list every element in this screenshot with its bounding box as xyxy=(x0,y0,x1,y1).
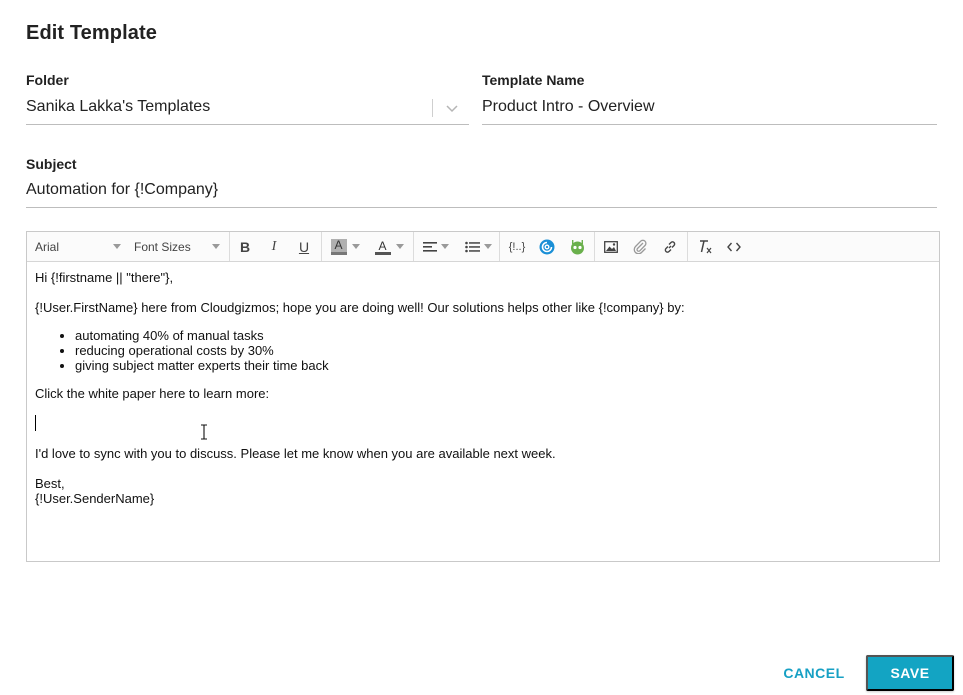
toolbar-divider xyxy=(321,232,322,261)
insert-image-button[interactable] xyxy=(600,232,622,261)
font-size-value: Font Sizes xyxy=(134,239,191,254)
font-family-select[interactable] xyxy=(27,232,127,261)
swirl-logo-icon xyxy=(539,239,555,255)
clear-format-button[interactable] xyxy=(693,232,717,261)
body-greeting: Hi {!firstname || "there"}, xyxy=(35,270,174,285)
rich-text-editor[interactable] xyxy=(26,231,940,562)
integration-button[interactable] xyxy=(536,232,558,261)
list-button[interactable] xyxy=(461,232,495,261)
toolbar-divider xyxy=(229,232,230,261)
chevron-down-icon xyxy=(396,244,404,249)
cancel-button[interactable]: CANCEL xyxy=(776,655,852,691)
empty-line[interactable] xyxy=(35,401,931,446)
source-code-button[interactable] xyxy=(723,232,745,261)
folder-label: Folder xyxy=(26,72,69,88)
body-cta: Click the white paper here to learn more: xyxy=(35,386,270,401)
editor-toolbar xyxy=(27,232,939,262)
bold-button[interactable]: B xyxy=(239,238,251,255)
save-button[interactable]: SAVE xyxy=(866,655,954,691)
font-size-select[interactable] xyxy=(126,232,226,261)
ibeam-cursor-icon xyxy=(200,424,208,440)
template-name-value: Product Intro - Overview xyxy=(482,98,655,115)
page-title: Edit Template xyxy=(26,22,157,44)
list-item: • giving subject matter experts their time back xyxy=(75,358,931,373)
toolbar-divider xyxy=(687,232,688,261)
folder-value: Sanika Lakka's Templates xyxy=(26,98,211,115)
attach-file-button[interactable] xyxy=(629,232,651,261)
folder-separator xyxy=(432,99,433,117)
folder-select[interactable] xyxy=(26,93,469,125)
subject-label: Subject xyxy=(26,156,77,172)
template-name-input[interactable] xyxy=(482,93,937,125)
editor-content[interactable] xyxy=(27,262,939,514)
list-item: • reducing operational costs by 30% xyxy=(75,343,931,358)
body-intro: {!User.FirstName} here from Cloudgizmos; hope you are doing well! Our solutions helps other like {!company} by: xyxy=(35,300,685,315)
highlight-color-button[interactable] xyxy=(327,232,363,261)
chevron-down-icon xyxy=(484,244,492,249)
bulleted-list-icon xyxy=(465,241,480,253)
toolbar-divider xyxy=(413,232,414,261)
align-left-icon xyxy=(423,241,437,253)
text-cursor xyxy=(35,415,36,431)
paperclip-icon xyxy=(633,239,647,254)
highlight-icon: A xyxy=(331,239,347,255)
chevron-down-icon xyxy=(352,244,360,249)
toolbar-divider xyxy=(499,232,500,261)
align-button[interactable] xyxy=(419,232,453,261)
image-icon xyxy=(604,241,618,253)
insert-link-button[interactable] xyxy=(659,232,681,261)
subject-input[interactable] xyxy=(26,176,937,208)
template-name-label: Template Name xyxy=(482,72,585,88)
font-color-icon: A xyxy=(375,239,391,255)
chevron-down-icon xyxy=(212,244,220,249)
body-bullet-list xyxy=(75,328,931,373)
bot-button[interactable] xyxy=(566,232,588,261)
font-family-value: Arial xyxy=(35,239,60,254)
body-closing-line: I'd love to sync with you to discuss. Please let me know when you are available next week. xyxy=(35,446,556,461)
body-sign-off: Best, xyxy=(35,476,65,491)
body-sender: {!User.SenderName} xyxy=(35,491,155,506)
font-color-button[interactable] xyxy=(371,232,407,261)
chevron-down-icon xyxy=(441,244,449,249)
toolbar-divider xyxy=(594,232,595,261)
clear-formatting-icon xyxy=(697,240,713,254)
italic-button[interactable]: I xyxy=(271,238,277,254)
code-icon xyxy=(727,241,741,253)
robot-icon xyxy=(569,239,586,255)
underline-button[interactable]: U xyxy=(298,238,310,255)
list-item: • automating 40% of manual tasks xyxy=(75,328,931,343)
link-icon xyxy=(663,240,677,254)
subject-value: Automation for {!Company} xyxy=(26,181,219,198)
merge-fields-button[interactable]: {!..} xyxy=(508,240,526,253)
chevron-down-icon[interactable] xyxy=(445,101,459,115)
chevron-down-icon xyxy=(113,244,121,249)
